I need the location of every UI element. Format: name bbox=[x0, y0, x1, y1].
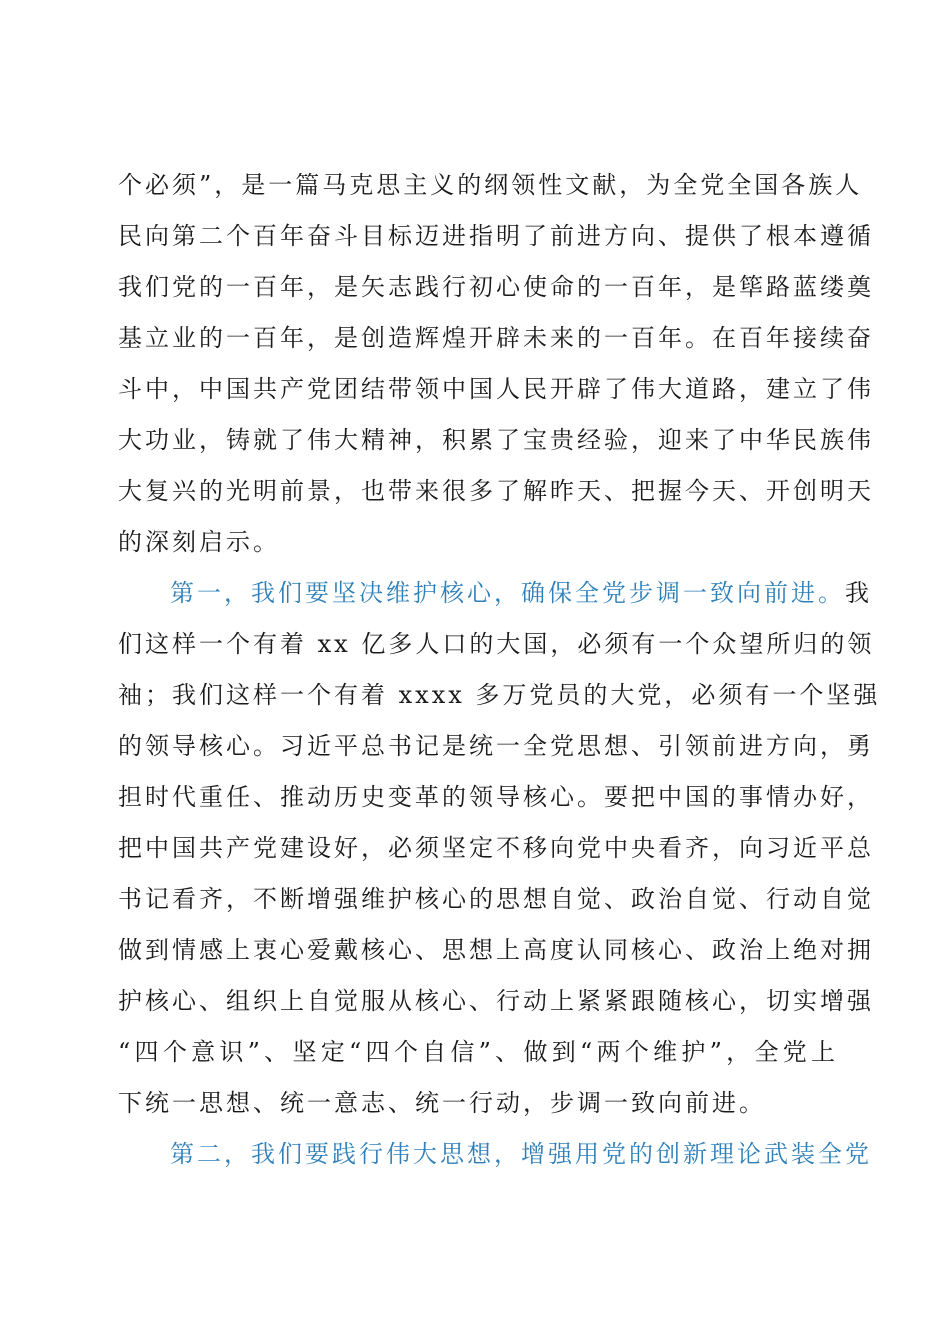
paragraph-1-line-1: 个必须”，是一篇马克思主义的纲领性文献，为全党全国各族人 bbox=[118, 171, 863, 199]
paragraph-2-line-8: 做到情感上衷心爱戴核心、思想上高度认同核心、政治上绝对拥 bbox=[118, 936, 874, 964]
paragraph-2-first-line-rest: 我 bbox=[845, 579, 872, 607]
paragraph-1-line-3: 我们党的一百年，是矢志践行初心使命的一百年，是筚路蓝缕奠 bbox=[118, 273, 874, 301]
paragraph-2-line-5: 担时代重任、推动历史变革的领导核心。要把中国的事情办好， bbox=[118, 783, 874, 811]
paragraph-3-heading: 第二，我们要践行伟大思想，增强用党的创新理论武装全党 bbox=[170, 1140, 872, 1168]
paragraph-1-line-7: 大复兴的光明前景，也带来很多了解昨天、把握今天、开创明天 bbox=[118, 477, 874, 505]
paragraph-2-heading: 第一，我们要坚决维护核心，确保全党步调一致向前进。 bbox=[170, 579, 845, 607]
paragraph-2-line-9: 护核心、组织上自觉服从核心、行动上紧紧跟随核心，切实增强 bbox=[118, 987, 874, 1015]
paragraph-1-line-2: 民向第二个百年奋斗目标迈进指明了前进方向、提供了根本遵循 bbox=[118, 222, 874, 250]
paragraph-1-line-5: 斗中，中国共产党团结带领中国人民开辟了伟大道路，建立了伟 bbox=[118, 375, 874, 403]
paragraph-2-first-line bbox=[170, 568, 872, 618]
paragraph-2-line-7: 书记看齐，不断增强维护核心的思想自觉、政治自觉、行动自觉 bbox=[118, 885, 874, 913]
paragraph-1-line-6: 大功业，铸就了伟大精神，积累了宝贵经验，迎来了中华民族伟 bbox=[118, 426, 874, 454]
paragraph-2-line-11: 下统一思想、统一意志、统一行动，步调一致向前进。 bbox=[118, 1089, 766, 1117]
paragraph-2-line-10: “四个意识”、坚定“四个自信”、做到“两个维护”，全党上 bbox=[118, 1038, 838, 1066]
paragraph-2-line-3: 袖；我们这样一个有着 xxxx 多万党员的大党，必须有一个坚强 bbox=[118, 681, 881, 709]
paragraph-2-line-2: 们这样一个有着 xx 亿多人口的大国，必须有一个众望所归的领 bbox=[118, 630, 875, 658]
paragraph-1-line-8: 的深刻启示。 bbox=[118, 528, 280, 556]
paragraph-1-line-4: 基立业的一百年，是创造辉煌开辟未来的一百年。在百年接续奋 bbox=[118, 324, 874, 352]
paragraph-2-line-4: 的领导核心。习近平总书记是统一全党思想、引领前进方向，勇 bbox=[118, 732, 874, 760]
paragraph-2-line-6: 把中国共产党建设好，必须坚定不移向党中央看齐，向习近平总 bbox=[118, 834, 874, 862]
